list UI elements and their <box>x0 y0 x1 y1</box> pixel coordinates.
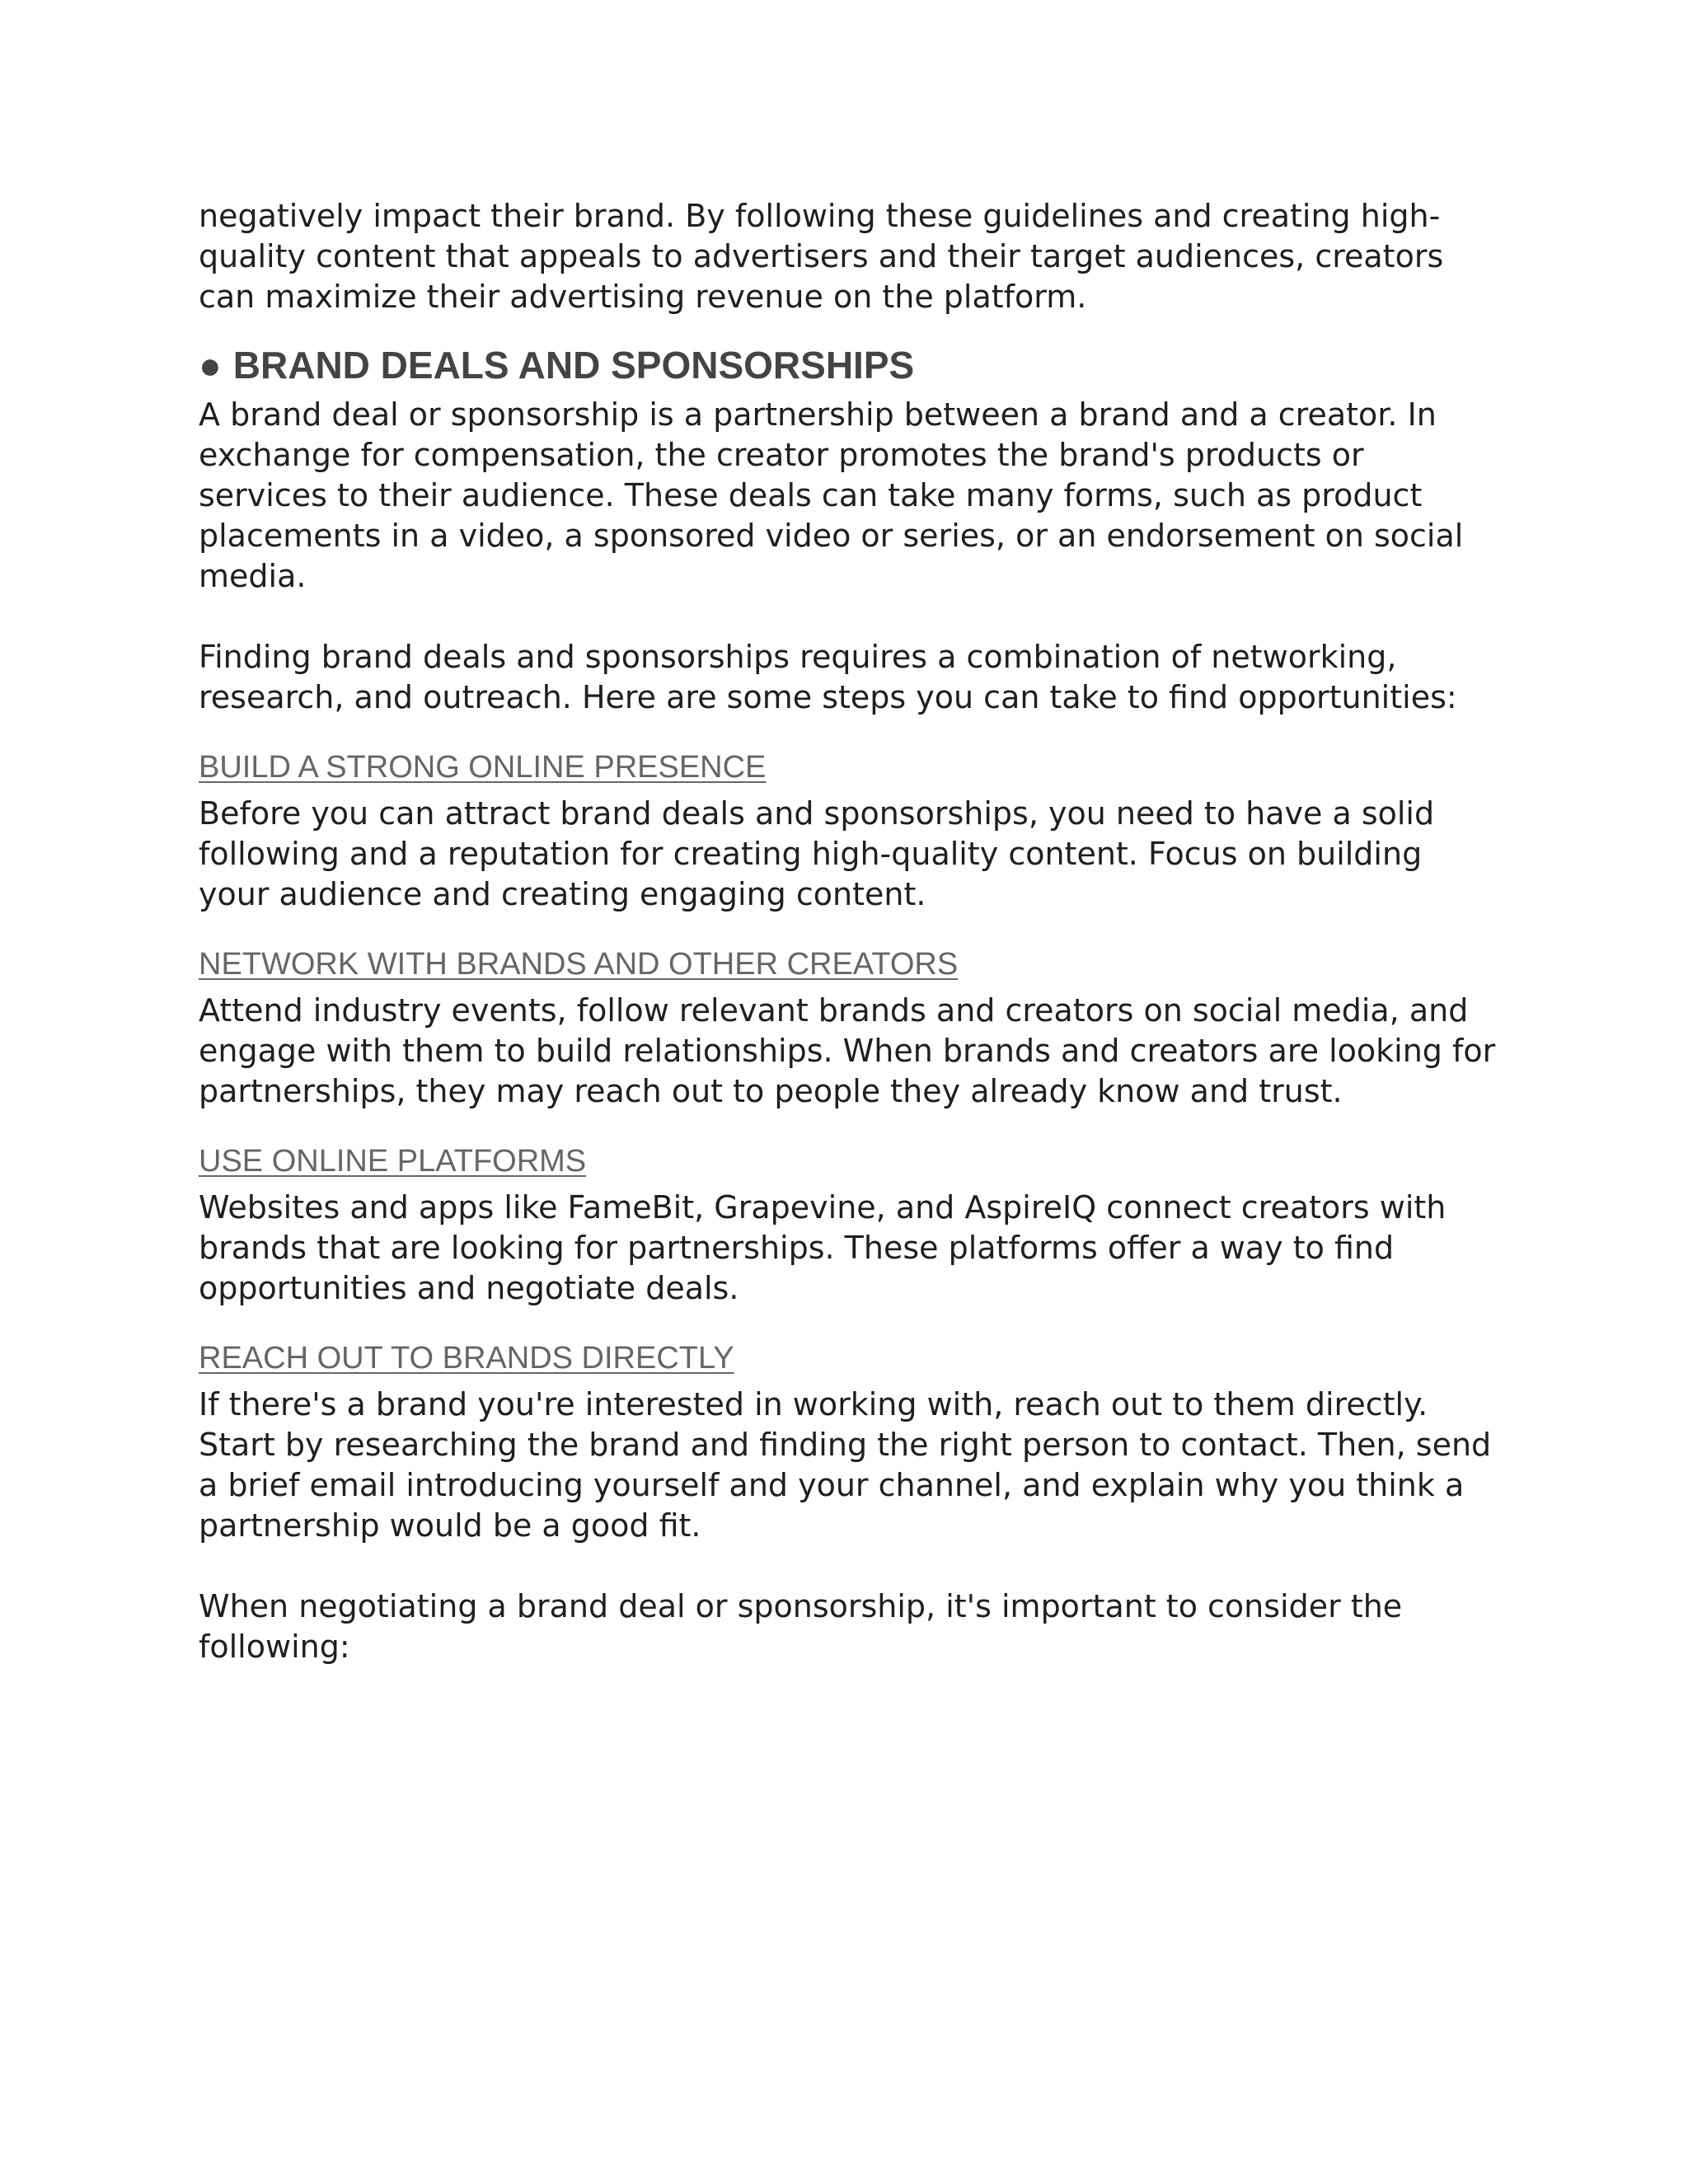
spacer <box>199 1378 1501 1385</box>
spacer <box>199 317 1501 342</box>
spacer <box>199 718 1501 748</box>
step-heading-online-platforms: USE ONLINE PLATFORMS <box>199 1144 587 1179</box>
spacer <box>199 388 1501 395</box>
step-heading-network: NETWORK WITH BRANDS AND OTHER CREATORS <box>199 947 959 982</box>
intro-paragraph: negatively impact their brand. By following these guidelines and creating high-quality content that appeals to advertisers and their target audiences, creators can maximize their advertising revenue on the platform. <box>199 198 1444 315</box>
spacer <box>199 1309 1501 1338</box>
section-heading <box>199 342 1501 388</box>
step-body-reach-out: If there's a brand you're interested in working with, reach out to them directly. Start by researching the brand and finding the right person to contact. Then, send a brief email introducing yourself and your channel, and explain why you think a partnership would be a good fit. <box>199 1386 1492 1544</box>
spacer <box>199 1181 1501 1188</box>
section-paragraph-1: A brand deal or sponsorship is a partnership between a brand and a creator. In exchange for compensation, the creator promotes the brand's products or services to their audience. These deals can take many forms, such as product placements in a video, a sponsored video or series, or an endorsement on social media. <box>199 396 1464 594</box>
spacer <box>199 787 1501 794</box>
step-heading-reach-out: REACH OUT TO BRANDS DIRECTLY <box>199 1341 734 1376</box>
bullet-icon: ● <box>199 344 222 387</box>
section-title: BRAND DEALS AND SPONSORSHIPS <box>232 344 915 387</box>
step-body-build-presence: Before you can attract brand deals and sponsorships, you need to have a solid following and a reputation for creating high-quality content. Focus on building your audience and creating engaging content. <box>199 795 1435 912</box>
step-body-online-platforms: Websites and apps like FameBit, Grapevine, and AspireIQ connect creators with brands that are looking for partnerships. These platforms offer a way to find opportunities and negotiate deals. <box>199 1189 1447 1306</box>
spacer <box>199 1112 1501 1141</box>
closing-paragraph: When negotiating a brand deal or sponsorship, it's important to consider the following: <box>199 1588 1403 1665</box>
section-paragraph-2: Finding brand deals and sponsorships requires a combination of networking, research, and outreach. Here are some steps you can take to find opportunities: <box>199 639 1457 715</box>
document-page <box>199 196 1501 1667</box>
spacer <box>199 1546 1501 1586</box>
spacer <box>199 915 1501 944</box>
step-body-network: Attend industry events, follow relevant brands and creators on social media, and engage with them to build relationships. When brands and creators are looking for partnerships, they may reach out to people they already know and trust. <box>199 992 1496 1109</box>
spacer <box>199 984 1501 991</box>
step-heading-build-presence: BUILD A STRONG ONLINE PRESENCE <box>199 750 767 785</box>
spacer <box>199 597 1501 637</box>
